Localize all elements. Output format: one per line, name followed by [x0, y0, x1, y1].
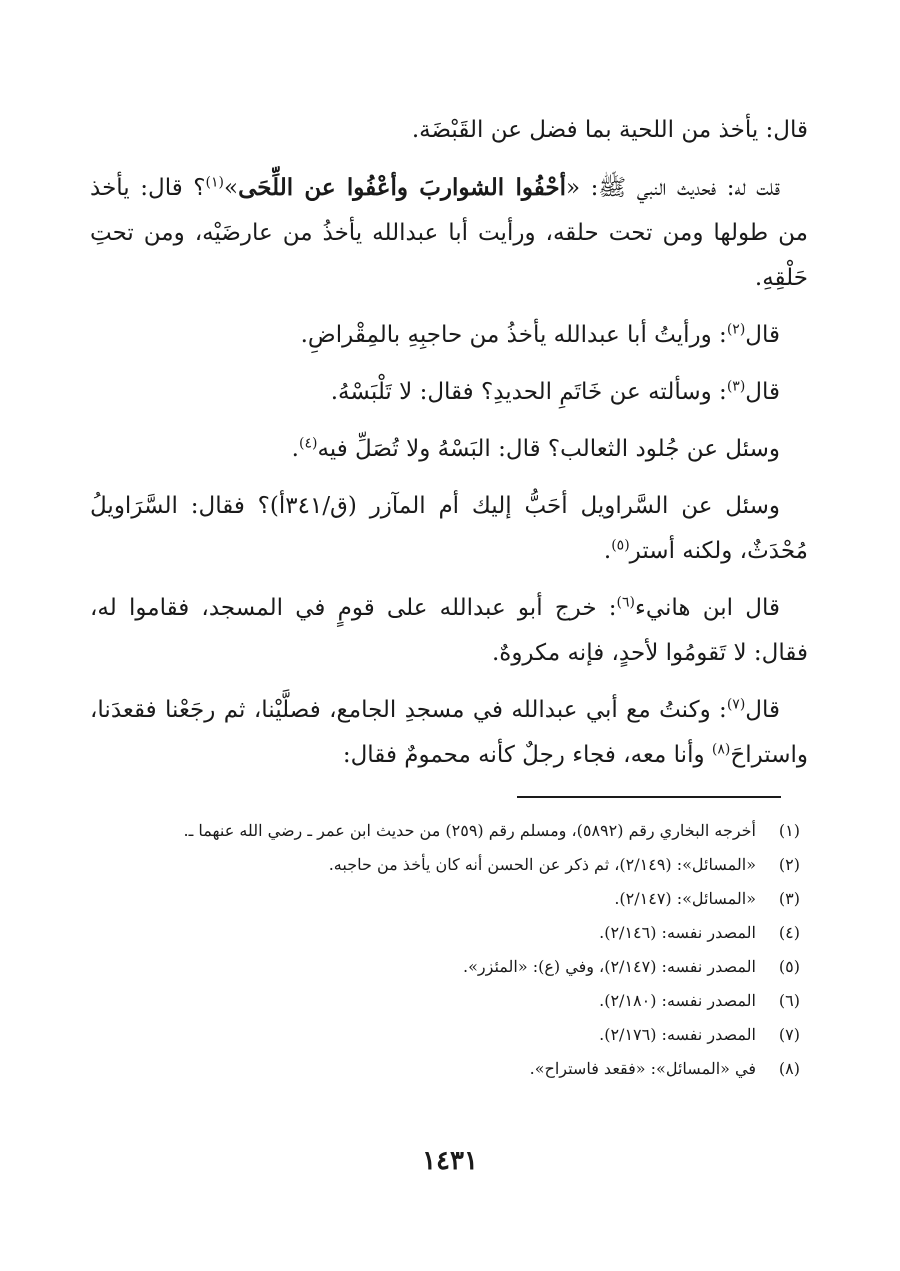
footnote-ref-8: (٨) — [711, 741, 731, 758]
paragraph-8 — [90, 688, 808, 778]
footnotes-section — [110, 814, 800, 1086]
paragraph-6-text-a: وسئل عن السَّراويل أحَبُّ إليك أم المآزر (ق/٣٤١أ)؟ فقال: السَّرَاويلُ مُحْدَثٌ، ولكنه أستر — [90, 493, 808, 564]
footnote-text: المصدر نفسه: (٢/١٨٠). — [599, 991, 756, 1010]
paragraph-2-text-b: » — [223, 175, 239, 201]
paragraph-4-text-a: قال — [745, 379, 780, 405]
footnote-ref-2: (٢) — [726, 321, 746, 338]
footnote-text: أخرجه البخاري رقم (٥٨٩٢)، ومسلم رقم (٢٥٩) من حديث ابن عمر ـ رضي الله عنهما ـ. — [183, 821, 756, 840]
main-text — [90, 108, 808, 778]
footnote-ref-3: (٣) — [726, 378, 746, 395]
paragraph-4 — [90, 370, 808, 415]
footnote-2 — [110, 848, 800, 882]
footnote-text: المصدر نفسه: (٢/١٧٦). — [599, 1025, 756, 1044]
footnote-6 — [110, 984, 800, 1018]
footnote-text: المصدر نفسه: (٢/١٤٦). — [599, 923, 756, 942]
paragraph-3 — [90, 313, 808, 358]
footnote-number: (٣) — [778, 889, 800, 908]
footnote-text: المصدر نفسه: (٢/١٤٧)، وفي (ع): «المئزر». — [463, 957, 756, 976]
footnote-number: (٧) — [778, 1025, 800, 1044]
footnote-text: في «المسائل»: «فقعد فاستراح». — [529, 1059, 756, 1078]
paragraph-2-text-c: ؟ قال: يأخذ من طولها ومن تحت حلقه، ورأيت أبا عبدالله يأخذُ من عارضَيْه، ومن تحتِ حَلْقِهِ. — [90, 175, 808, 291]
paragraph-8-text-a: قال — [745, 697, 780, 723]
paragraph-1 — [90, 108, 808, 153]
paragraph-7 — [90, 586, 808, 676]
footnote-ref-1: (١) — [205, 174, 224, 191]
footnote-text: «المسائل»: (٢/١٤٧). — [614, 889, 756, 908]
footnote-ref-4: (٤) — [298, 435, 318, 452]
footnote-ref-7: (٧) — [726, 696, 746, 713]
footnote-ref-6: (٦) — [616, 594, 636, 611]
paragraph-5-text-b: . — [291, 436, 299, 462]
paragraph-3-text-b: : ورأيتُ أبا عبدالله يأخذُ من حاجبِهِ بالمِقْراضِ. — [300, 322, 727, 348]
paragraph-2-text-a: قلت له: فحديث النبي ﷺ: « — [565, 175, 780, 201]
footnote-4 — [110, 916, 800, 950]
footnote-number: (٨) — [778, 1059, 800, 1078]
footnote-1 — [110, 814, 800, 848]
footnote-8 — [110, 1052, 800, 1086]
footnote-5 — [110, 950, 800, 984]
footnote-number: (١) — [778, 821, 800, 840]
footnote-ref-5: (٥) — [611, 537, 630, 554]
footnote-text: «المسائل»: (٢/١٤٩)، ثم ذكر عن الحسن أنه كان يأخذ من حاجبه. — [328, 855, 756, 874]
paragraph-3-text-a: قال — [745, 322, 780, 348]
footnote-number: (٥) — [778, 957, 800, 976]
paragraph-8-text-c: وأنا معه، فجاء رجلٌ كأنه محمومٌ فقال: — [342, 742, 712, 768]
footnote-separator — [517, 796, 781, 798]
paragraph-5 — [90, 427, 808, 472]
footnote-number: (٢) — [778, 855, 800, 874]
footnote-3 — [110, 882, 800, 916]
paragraph-7-text-a: قال ابن هانيء — [635, 595, 780, 621]
footnote-7 — [110, 1018, 800, 1052]
paragraph-6 — [90, 484, 808, 574]
page-number: ١٤٣١ — [422, 1146, 478, 1176]
footnote-number: (٦) — [778, 991, 800, 1010]
paragraph-4-text-b: : وسألته عن خَاتَمِ الحديدِ؟ فقال: لا تَلْبَسْهُ. — [330, 379, 727, 405]
paragraph-7-text-b: : خرج أبو عبدالله على قومٍ في المسجد، فقاموا له، فقال: لا تَقومُوا لأحدٍ، فإنه مكروهٌ. — [90, 595, 808, 666]
footnote-number: (٤) — [778, 923, 800, 942]
paragraph-1-text: قال: يأخذ من اللحية بما فضل عن القَبْضَة. — [411, 117, 808, 143]
paragraph-2 — [90, 165, 808, 301]
paragraph-5-text-a: وسئل عن جُلود الثعالب؟ قال: البَسْهُ ولا تُصَلِّ فيه — [317, 436, 780, 462]
paragraph-6-text-b: . — [603, 538, 612, 564]
paragraph-8-text-b: : وكنتُ مع أبي عبدالله في مسجدِ الجامع، فصلَّيْنا، ثم رجَعْنا فقعدَنا، واستراحَ — [90, 697, 808, 768]
hadith-quote: أحْفُوا الشواربَ وأعْفُوا عن اللِّحَى — [238, 174, 566, 201]
